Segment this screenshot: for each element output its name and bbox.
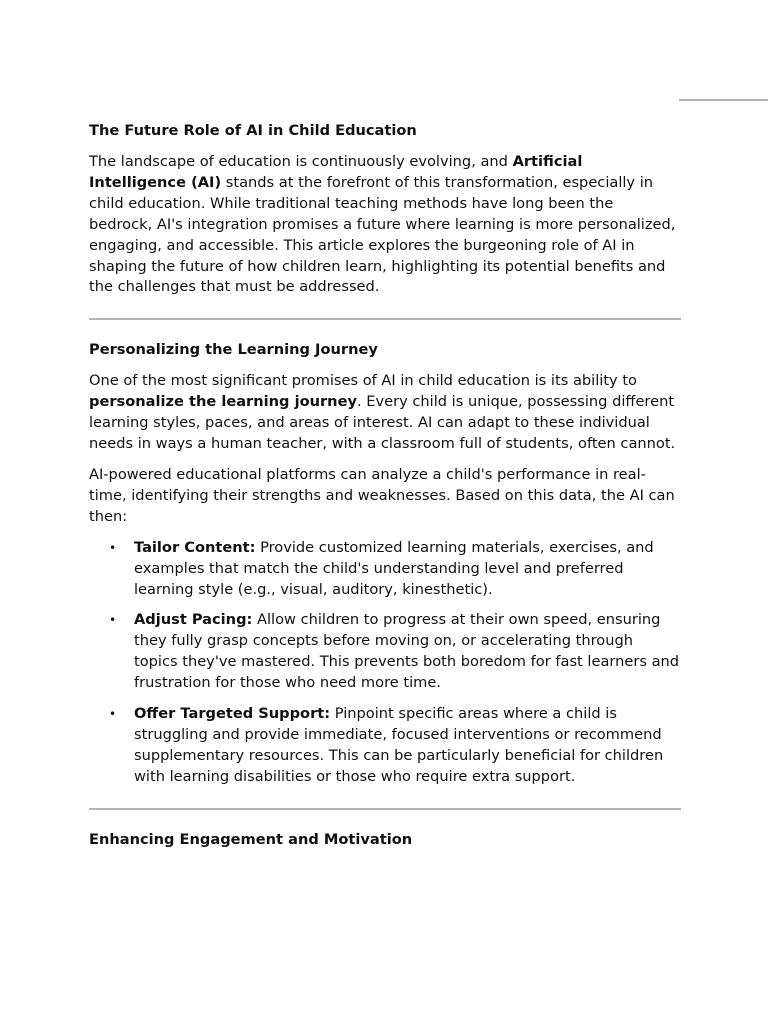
bold-term: Artificial Intelligence (AI) xyxy=(89,153,583,191)
bold-term: personalize the learning journey xyxy=(89,393,357,411)
bullet-list xyxy=(89,538,681,788)
bullet-icon: • xyxy=(109,540,117,555)
paragraph: One of the most significant promises of AI in child education is its ability to personalize the learning journey. Every child is unique, possessing different learning styles, paces, and areas of interest. AI can adapt to these individual needs in ways a human teacher, with a classroom full of students, often cannot. xyxy=(89,372,676,453)
list-item-title: Tailor Content: xyxy=(134,538,256,556)
list-item-title: Offer Targeted Support: xyxy=(134,705,331,723)
section-engagement xyxy=(89,830,681,850)
list-item-title: Adjust Pacing: xyxy=(134,611,253,629)
bullet-icon: • xyxy=(109,707,117,722)
section-divider xyxy=(89,318,681,320)
paragraph: AI-powered educational platforms can analyze a child's performance in real-time, identifying their strengths and weaknesses. Based on this data, the AI can then: xyxy=(89,465,675,525)
section-divider xyxy=(89,808,681,810)
section-intro xyxy=(89,121,681,298)
article xyxy=(89,121,681,861)
section-personalizing xyxy=(89,340,681,787)
section-heading: Personalizing the Learning Journey xyxy=(89,341,378,359)
intro-paragraph: The landscape of education is continuously evolving, and Artificial Intelligence (AI) stands at the forefront of this transformation, especially in child education. While traditional teaching methods have long been the bedrock, AI's integration promises a future where learning is more personalized, engaging, and accessible. This article explores the burgeoning role of AI in shaping the future of how children learn, highlighting its potential benefits and the challenges that must be addressed. xyxy=(89,153,676,296)
header-divider xyxy=(679,99,768,101)
list-item: • Tailor Content: Provide customized learning materials, exercises, and examples that match the child's understanding level and preferred learning style (e.g., visual, auditory, kinesthetic). xyxy=(109,538,654,598)
section-heading: The Future Role of AI in Child Education xyxy=(89,122,417,139)
list-item: • Adjust Pacing: Allow children to progress at their own speed, ensuring they fully grasp concepts before moving on, or accelerating through topics they've mastered. This prevents both boredom for fast learners and frustration for those who need more time. xyxy=(109,611,680,692)
section-heading: Enhancing Engagement and Motivation xyxy=(89,830,413,848)
bullet-icon: • xyxy=(109,613,117,628)
list-item: • Offer Targeted Support: Pinpoint specific areas where a child is struggling and provide immediate, focused interventions or recommend supplementary resources. This can be particularly beneficial for children with learning disabilities or those who require extra support. xyxy=(109,705,664,785)
